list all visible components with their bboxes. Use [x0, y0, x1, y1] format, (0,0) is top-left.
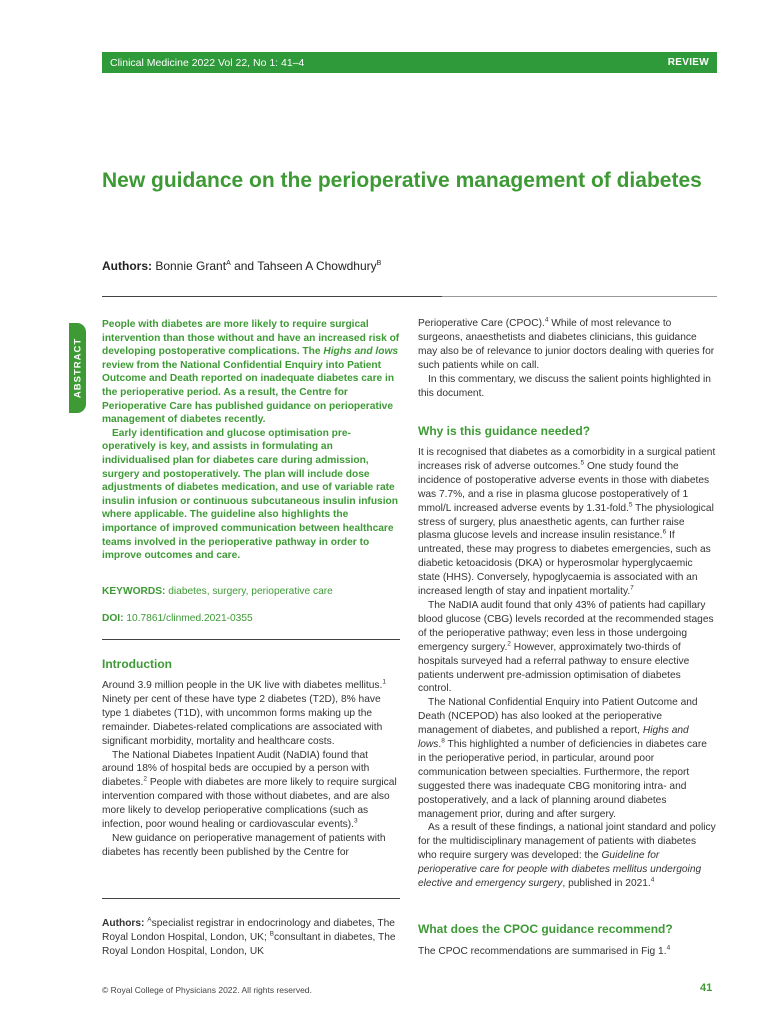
abstract-p1 — [102, 318, 400, 427]
keywords — [102, 586, 333, 597]
doi — [102, 613, 253, 624]
author-1-sup: A — [226, 260, 231, 267]
intro-p2 — [102, 749, 400, 832]
why-p4 — [418, 821, 716, 891]
authors-label: Authors: — [102, 259, 152, 273]
introduction-body — [102, 679, 400, 860]
abstract-p2: Early identification and glucose optimisation pre-operatively is key, and assists in formulating an individualised plan for diabetes care during admission, surgery and postoperatively. The plan will include dose adjustments of diabetes medication, and use of variable rate insulin infusion or continuous subcutaneous insulin infusion where applicable. The guideline also highlights the importance of improved communication between healthcare teams involved in the perioperative pathway in order to improve outcomes and care. — [102, 427, 398, 562]
affiliations — [102, 917, 400, 959]
right-p1-b: While of most relevance to surgeons, anaesthetists and diabetes clinicians, this guidance may also be of relevance to junior doctors dealing with queries for such patients while on call. — [418, 318, 715, 371]
why-p1-ref2: 5 — [628, 501, 633, 509]
author-2-sup: B — [376, 260, 382, 267]
intro-p1 — [102, 679, 400, 749]
author-rule-right — [442, 296, 717, 297]
why-p3-a: The National Confidential Enquiry into Patient Outcome and Death (NCEPOD) has also looked at the perioperative management of diabetes, and published a report, — [418, 697, 698, 737]
why-p1-c: The physiological stress of surgery, plus anaesthetic agents, can further raise plasma glucose levels and increase insulin resistance. — [418, 502, 714, 542]
why-p2-ref: 2 — [507, 640, 511, 648]
intro-p3: New guidance on perioperative management of patients with diabetes has recently been published by the Centre for — [102, 832, 386, 858]
author-and: and — [234, 259, 255, 273]
abstract-tab-label: ABSTRACT — [72, 337, 83, 399]
why-p4-ref: 4 — [650, 876, 655, 884]
why-p4-italic: Guideline for perioperative care for people with diabetes mellitus undergoing elective and emergency surgery — [418, 850, 702, 890]
cpoc-p1-ref: 4 — [666, 944, 671, 952]
introduction-heading: Introduction — [102, 657, 172, 671]
why-p1-ref4: 7 — [630, 584, 634, 592]
why-p3-c: This highlighted a number of deficiencies in diabetes care in the perioperative period, in particular, around poor communication between specialties. Furthermore, the report suggested there was inadequate CBG monitoring intra- and postoperatively, and a lack of planning around diabetes management prior, during and after surgery. — [418, 739, 707, 820]
affil-a-text: specialist registrar in endocrinology and diabetes, The Royal London Hospital, London, UK; — [102, 918, 395, 943]
why-p4-b: , published in 2021. — [562, 878, 651, 890]
why-p1-d: If untreated, these may progress to diabetes emergencies, such as diabetic ketoacidosis (DKA) or hyperosmolar hyperglycaemic state (HHS). Conversely, hypoglycaemia is associated with an increased length of stay and inpatient mortality. — [418, 530, 711, 598]
keywords-label: KEYWORDS: — [102, 586, 166, 597]
cpoc-heading: What does the CPOC guidance recommend? — [418, 922, 673, 936]
why-p1-ref3: 6 — [662, 529, 667, 537]
page-number: 41 — [700, 982, 713, 994]
why-p3 — [418, 696, 716, 821]
article-title: New guidance on the perioperative management of diabetes — [102, 169, 702, 192]
right-p2: In this commentary, we discuss the salient points highlighted in this document. — [418, 373, 711, 399]
why-p1-ref1: 5 — [580, 459, 585, 467]
affil-a-sup: A — [147, 916, 152, 924]
intro-p1-a: Around 3.9 million people in the UK live with diabetes mellitus. — [102, 680, 383, 691]
abstract-p1-italic: Highs and lows — [323, 346, 399, 358]
right-p1 — [418, 317, 716, 373]
intro-p1-ref: 1 — [382, 678, 386, 686]
affiliation-rule — [102, 898, 400, 899]
right-p1-ref: 4 — [544, 316, 549, 324]
intro-p2-a: The National Diabetes Inpatient Audit (NaDIA) found that around 18% of hospital beds are occupied by a person with diabetes. — [102, 749, 370, 789]
affiliations-label: Authors: — [102, 918, 145, 929]
why-body — [418, 446, 716, 891]
why-p1 — [418, 446, 716, 599]
author-rule-left — [102, 296, 442, 297]
journal-header-bar — [102, 52, 717, 73]
intro-p2-ref2: 3 — [354, 817, 358, 825]
journal-citation: Clinical Medicine 2022 Vol 22, No 1: 41–4 — [110, 56, 305, 69]
abstract — [102, 318, 400, 563]
abstract-rule — [102, 639, 400, 640]
abstract-tab — [69, 323, 86, 413]
author-1: Bonnie Grant — [155, 259, 227, 273]
abstract-p1-b: review from the National Confidential Enquiry into Patient Outcome and Death reported on inadequate diabetes care in the perioperative period. As a result, the Centre for Perioperative Care has published guidance on perioperative management of diabetes recently. — [102, 359, 395, 426]
cpoc-p1-a: The CPOC recommendations are summarised in Fig 1. — [418, 946, 667, 957]
right-column-intro — [418, 317, 716, 400]
copyright-footer: © Royal College of Physicians 2022. All rights reserved. — [102, 985, 312, 995]
section-label: REVIEW — [667, 57, 709, 68]
why-p1-b: One study found the incidence of postoperative adverse events in those with diabetes was 7.7%, and a rise in plasma glucose postoperatively of 1 mmol/L increased adverse events by 1.31-fold. — [418, 460, 710, 514]
abstract-p1-a: People with diabetes are more likely to require surgical intervention than those without and have an increased risk of developing postoperative complications. The — [102, 319, 400, 358]
keywords-value: diabetes, surgery, perioperative care — [168, 586, 333, 597]
affil-b-text: consultant in diabetes, The Royal London Hospital, London, UK — [102, 932, 396, 957]
why-p2 — [418, 599, 716, 696]
author-line — [102, 259, 381, 273]
right-p1-a: Perioperative Care (CPOC). — [418, 318, 545, 329]
intro-p2-ref1: 2 — [143, 775, 147, 783]
intro-p1-b: Ninety per cent of these have type 2 diabetes (T2D), 8% have type 1 diabetes (T1D), with uncommon forms making up the remainder. Diabetes-related complications are associated with significant morbidity, mortality and healthcare costs. — [102, 693, 383, 747]
cpoc-p1 — [418, 945, 716, 959]
doi-link[interactable]: 10.7861/clinmed.2021-0355 — [126, 613, 253, 624]
why-heading: Why is this guidance needed? — [418, 424, 591, 438]
why-p3-b: . — [438, 739, 442, 751]
author-2: Tahseen A Chowdhury — [257, 259, 377, 273]
why-p2-a: The NaDIA audit found that only 43% of patients had capillary blood glucose (CBG) levels recorded at the recommended stages of the perioperative pathway; even less in those undergoing emergency surgery. — [418, 599, 714, 653]
why-p3-ref: 8 — [441, 737, 445, 745]
doi-label: DOI: — [102, 613, 124, 624]
why-p4-a: As a result of these findings, a national joint standard and policy for the multidisciplinary management of patients with diabetes who require surgery was developed: the — [418, 822, 716, 862]
why-p3-italic: Highs and lows — [418, 725, 689, 751]
why-p2-b: However, approximately two-thirds of hospitals surveyed had a referral pathway to ensure elective patients underwent pre-admission optimisation of diabetes control. — [418, 641, 690, 695]
cpoc-body — [418, 945, 716, 959]
affil-b-sup: B — [269, 930, 274, 938]
why-p1-a: It is recognised that diabetes as a comorbidity in a surgical patient increases risk of adverse outcomes. — [418, 447, 716, 472]
intro-p2-b: People with diabetes are more likely to require surgical intervention compared with those without diabetes, and are also more likely to develop perioperative complications (such as infection, poor wound healing or cardiovascular events). — [102, 777, 397, 831]
